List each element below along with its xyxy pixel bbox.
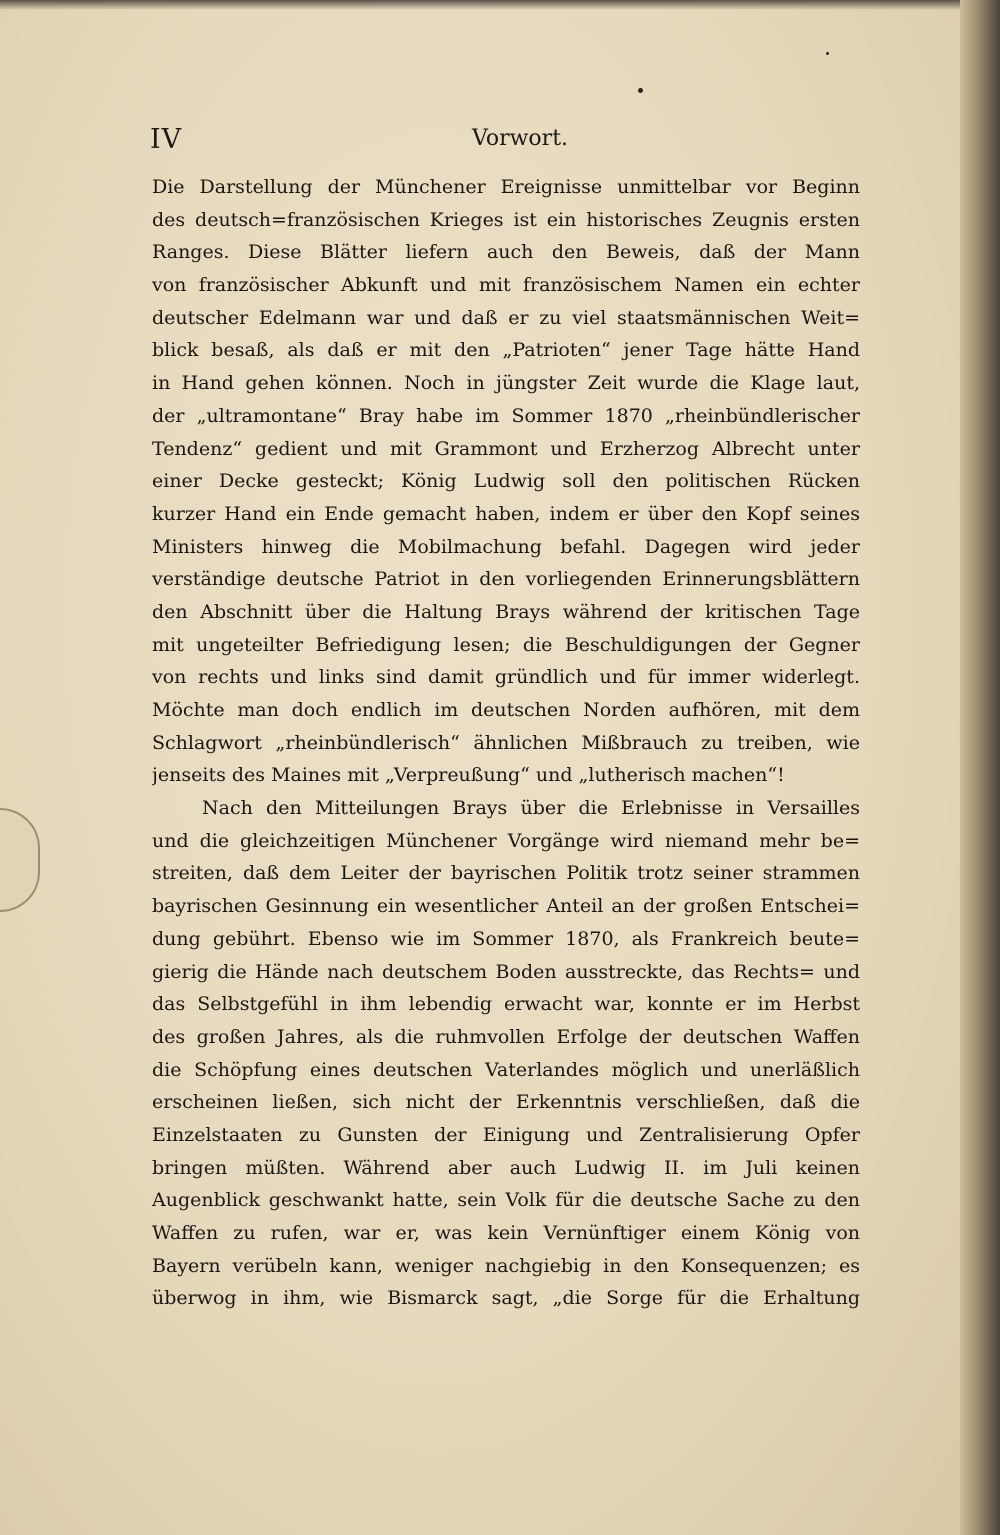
text-line: Nach den Mitteilungen Brays über die Erlebnisse in Versailles [202, 797, 860, 820]
text-line: den Abschnitt über die Haltung Brays während der kritischen Tage [152, 600, 860, 623]
text-line: Die Darstellung der Münchener Ereignisse unmittelbar vor Beginn [152, 176, 860, 198]
text-line: dung gebührt. Ebenso wie im Sommer 1870, als Frankreich beute= [152, 927, 860, 950]
text-line: Schlagwort „rheinbündlerisch“ ähnlichen Mißbrauch zu treiben, wie [152, 731, 860, 754]
text-line: des großen Jahres, als die ruhmvollen Erfolge der deutschen Waffen [152, 1025, 860, 1048]
text-line: verständige deutsche Patriot in den vorliegenden Erinnerungsblättern [152, 568, 860, 591]
text-line: die Schöpfung eines deutschen Vaterlandes möglich und unerläßlich [152, 1058, 860, 1081]
text-line: Ministers hinweg die Mobilmachung befahl. Dagegen wird jeder [152, 535, 860, 558]
text-line: mit ungeteilter Befriedigung lesen; die Beschuldigungen der Gegner [152, 633, 860, 656]
text-line: Einzelstaaten zu Gunsten der Einigung und Zentralisierung Opfer [152, 1123, 860, 1146]
text-line: das Selbstgefühl in ihm lebendig erwacht war, konnte er im Herbst [152, 993, 860, 1016]
text-line: Tendenz“ gedient und mit Grammont und Erzherzog Albrecht unter [152, 437, 860, 460]
text-line: erscheinen ließen, sich nicht der Erkenntnis verschließen, daß die [152, 1091, 860, 1114]
text-line: kurzer Hand ein Ende gemacht haben, indem er über den Kopf seines [152, 502, 860, 525]
page-top-shadow [0, 0, 960, 10]
text-line: Bayern verübeln kann, weniger nachgiebig in den Konsequenzen; es [152, 1254, 860, 1277]
body-text [152, 171, 860, 1315]
text-line: und die gleichzeitigen Münchener Vorgänge wird niemand mehr be= [152, 829, 860, 852]
text-line: blick besaß, als daß er mit den „Patrioten“ jener Tage hätte Hand [152, 339, 860, 362]
text-line: in Hand gehen können. Noch in jüngster Zeit wurde die Klage laut, [152, 372, 860, 395]
text-line: bringen müßten. Während aber auch Ludwig II. im Juli keinen [152, 1156, 860, 1179]
text-line: streiten, daß dem Leiter der bayrischen Politik trotz seiner strammen [152, 862, 860, 885]
ink-speck [826, 52, 829, 55]
text-line: von rechts und links sind damit gründlich und für immer widerlegt. [152, 666, 860, 689]
ink-speck [638, 88, 643, 93]
text-line: der „ultramontane“ Bray habe im Sommer 1870 „rheinbündlerischer [152, 404, 860, 427]
text-line: überwog in ihm, wie Bismarck sagt, „die Sorge für die Erhaltung [152, 1287, 860, 1310]
text-line: Möchte man doch endlich im deutschen Norden aufhören, mit dem [152, 699, 860, 721]
text-line: von französischer Abkunft und mit französischem Namen ein echter [152, 274, 860, 297]
book-edge [960, 0, 1000, 1535]
text-line: deutscher Edelmann war und daß er zu viel staatsmännischen Weit= [152, 306, 860, 329]
text-line: Augenblick geschwankt hatte, sein Volk für die deutsche Sache zu den [152, 1189, 860, 1212]
page-notch [0, 808, 40, 912]
text-line: bayrischen Gesinnung ein wesentlicher Anteil an der großen Entschei= [152, 895, 860, 918]
running-head: Vorwort. [471, 126, 569, 151]
text-line: jenseits des Maines mit „Verpreußung“ und „lutherisch machen“! [152, 764, 785, 787]
page-number: IV [150, 124, 183, 155]
text-line: einer Decke gesteckt; König Ludwig soll den politischen Rücken [152, 470, 860, 493]
text-line: Waffen zu rufen, war er, was kein Vernünftiger einem König von [152, 1222, 860, 1244]
text-line: gierig die Hände nach deutschem Boden ausstreckte, das Rechts= und [152, 960, 860, 983]
text-line: Ranges. Diese Blätter liefern auch den Beweis, daß der Mann [152, 241, 860, 264]
text-line: des deutsch=französischen Krieges ist ein historisches Zeugnis ersten [152, 208, 860, 231]
